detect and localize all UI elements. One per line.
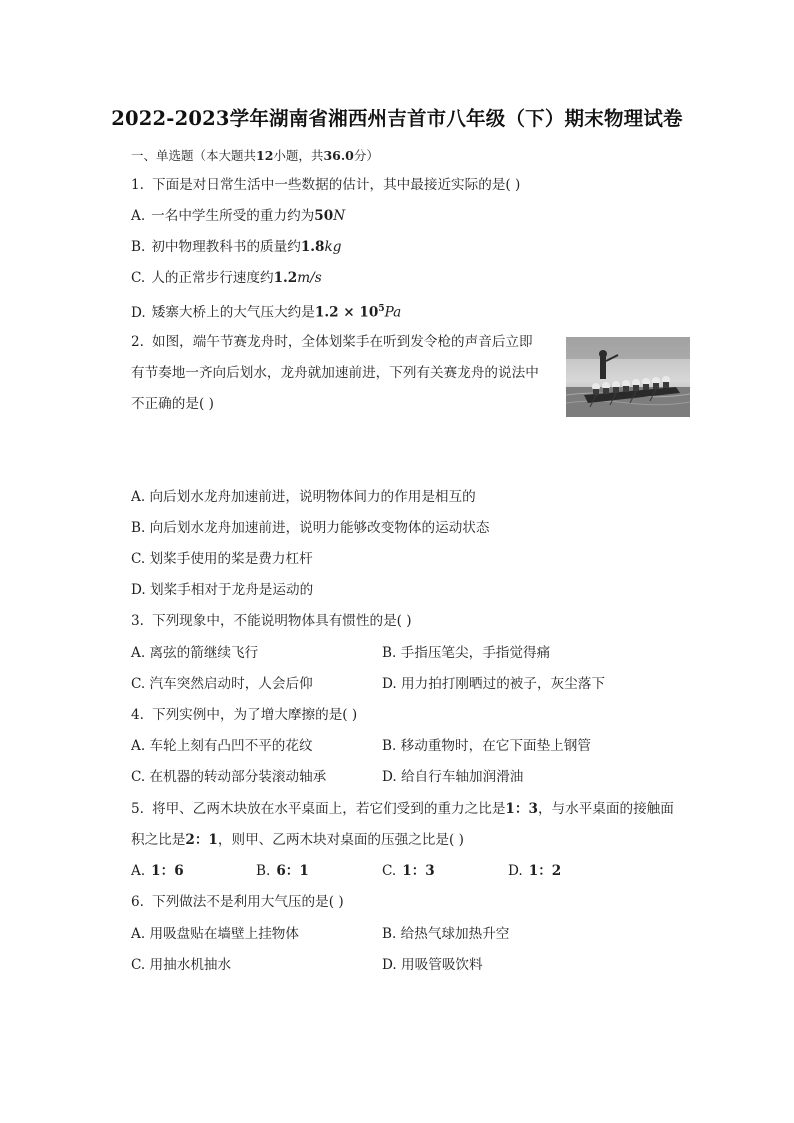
q2-option-b[interactable]: B. 向后划水龙舟加速前进，说明力能够改变物体的运动状态 — [131, 520, 490, 536]
q5-stem-line1 — [131, 800, 674, 818]
q4-option-b[interactable]: B. 移动重物时，在它下面垫上钢管 — [382, 738, 591, 754]
q5-d-value: 1：2 — [528, 863, 562, 879]
q1-a-unit: N — [333, 208, 346, 224]
q4-option-a[interactable]: A. 车轮上刻有凸凹不平的花纹 — [131, 738, 313, 754]
q5-option-d[interactable] — [508, 862, 561, 880]
q4-stem — [131, 706, 357, 724]
q1-c-text: 人的正常步行速度约 — [151, 270, 274, 286]
section-score: 36.0 — [323, 148, 354, 163]
q6-option-d[interactable]: D. 用吸管吸饮料 — [382, 957, 483, 973]
q5-weight-ratio: 1：3 — [505, 801, 538, 817]
q2-option-d[interactable]: D. 划桨手相对于龙舟是运动的 — [131, 582, 314, 598]
q4-number: 4. — [131, 707, 144, 723]
q5-option-a[interactable] — [131, 862, 184, 880]
q1-c-value: 1.2 — [273, 270, 298, 286]
section-heading — [131, 146, 379, 164]
q4-option-c[interactable]: C. 在机器的转动部分装滚动轴承 — [131, 769, 327, 785]
q3-option-d[interactable]: D. 用力拍打刚晒过的被子，灰尘落下 — [382, 676, 605, 692]
q3-stem — [131, 612, 412, 630]
q1-d-exponent: 5 — [378, 304, 385, 314]
section-label: 一、单选题（本大题共 — [131, 148, 257, 163]
q6-number: 6. — [131, 894, 144, 910]
section-end: 分） — [353, 148, 379, 163]
q6-option-b[interactable]: B. 给热气球加热升空 — [382, 926, 510, 942]
q5-option-c[interactable] — [382, 862, 435, 880]
q5-b-letter: B. — [256, 863, 271, 879]
q5-stem-line2 — [131, 831, 464, 849]
q5-d-letter: D. — [508, 863, 523, 879]
q1-a-text: 一名中学生所受的重力约为 — [151, 208, 315, 224]
q5-line2-b: ，则甲、乙两木块对桌面的压强之比是( ) — [217, 832, 464, 848]
q5-line2-a: 积之比是 — [131, 832, 186, 848]
q1-option-a[interactable] — [131, 207, 345, 225]
q1-c-unit: m/s — [297, 270, 322, 286]
q5-option-b[interactable] — [256, 862, 309, 880]
q4-option-d[interactable]: D. 给自行车轴加润滑油 — [382, 769, 524, 785]
q5-line1-a: 将甲、乙两木块放在水平桌面上，若它们受到的重力之比是 — [151, 801, 506, 817]
q2-number: 2. — [131, 334, 144, 350]
q4-text: 下列实例中，为了增大摩擦的是( ) — [151, 707, 358, 723]
q5-c-value: 1：3 — [402, 863, 435, 879]
q1-option-b[interactable] — [131, 238, 341, 256]
q2-stem-line2: 有节奏地一齐向后划水，龙舟就加速前进，下列有关赛龙舟的说法中 — [131, 365, 539, 381]
q6-text: 下列做法不是利用大气压的是( ) — [151, 894, 344, 910]
q5-b-value: 6：1 — [276, 863, 309, 879]
q3-text: 下列现象中，不能说明物体具有惯性的是( ) — [151, 613, 412, 629]
q6-stem — [131, 893, 344, 911]
q5-c-letter: C. — [382, 863, 397, 879]
q1-b-letter: B. — [131, 239, 146, 255]
q3-option-b[interactable]: B. 手指压笔尖，手指觉得痛 — [382, 645, 551, 661]
q5-area-ratio: 2：1 — [185, 832, 218, 848]
q1-d-value: 1.2 × 10 — [314, 304, 379, 321]
q1-a-value: 50 — [314, 208, 334, 224]
q1-b-unit: kg — [324, 239, 342, 255]
q6-option-c[interactable]: C. 用抽水机抽水 — [131, 957, 232, 973]
q1-d-text: 矮寨大桥上的大气压大约是 — [151, 304, 315, 321]
section-count: 12 — [256, 148, 274, 163]
q1-d-unit: Pa — [384, 304, 402, 321]
q1-b-value: 1.8 — [300, 239, 325, 255]
q2-line1: 如图，端午节赛龙舟时，全体划桨手在听到发令枪的声音后立即 — [151, 334, 533, 350]
q2-option-c[interactable]: C. 划桨手使用的桨是费力杠杆 — [131, 551, 313, 567]
q6-option-a[interactable]: A. 用吸盘贴在墙壁上挂物体 — [131, 926, 299, 942]
q2-stem-line3: 不正确的是( ) — [131, 396, 214, 412]
q1-text: 下面是对日常生活中一些数据的估计，其中最接近实际的是( ) — [151, 177, 521, 193]
q2-stem-line1 — [131, 333, 533, 351]
q1-option-c[interactable] — [131, 269, 322, 287]
q1-stem — [131, 176, 520, 194]
q1-a-letter: A. — [131, 208, 146, 224]
q1-d-letter: D. — [131, 304, 146, 321]
q1-b-text: 初中物理教科书的质量约 — [151, 239, 301, 255]
q3-option-a[interactable]: A. 离弦的箭继续飞行 — [131, 645, 259, 661]
q5-number: 5. — [131, 801, 144, 817]
q2-option-a[interactable]: A. 向后划水龙舟加速前进，说明物体间力的作用是相互的 — [131, 489, 476, 505]
q1-number: 1. — [131, 177, 144, 193]
page-title: 2022-2023学年湖南省湘西州吉首市八年级（下）期末物理试卷 — [111, 107, 683, 130]
q1-c-letter: C. — [131, 270, 146, 286]
section-mid: 小题，共 — [273, 148, 324, 163]
q3-number: 3. — [131, 613, 144, 629]
q3-option-c[interactable]: C. 汽车突然启动时，人会后仰 — [131, 676, 313, 692]
q5-a-letter: A. — [131, 863, 146, 879]
dragon-boat-photo — [566, 337, 690, 417]
q1-option-d[interactable] — [131, 300, 401, 322]
q5-line1-b: ，与水平桌面的接触面 — [537, 801, 674, 817]
q5-a-value: 1：6 — [151, 863, 184, 879]
